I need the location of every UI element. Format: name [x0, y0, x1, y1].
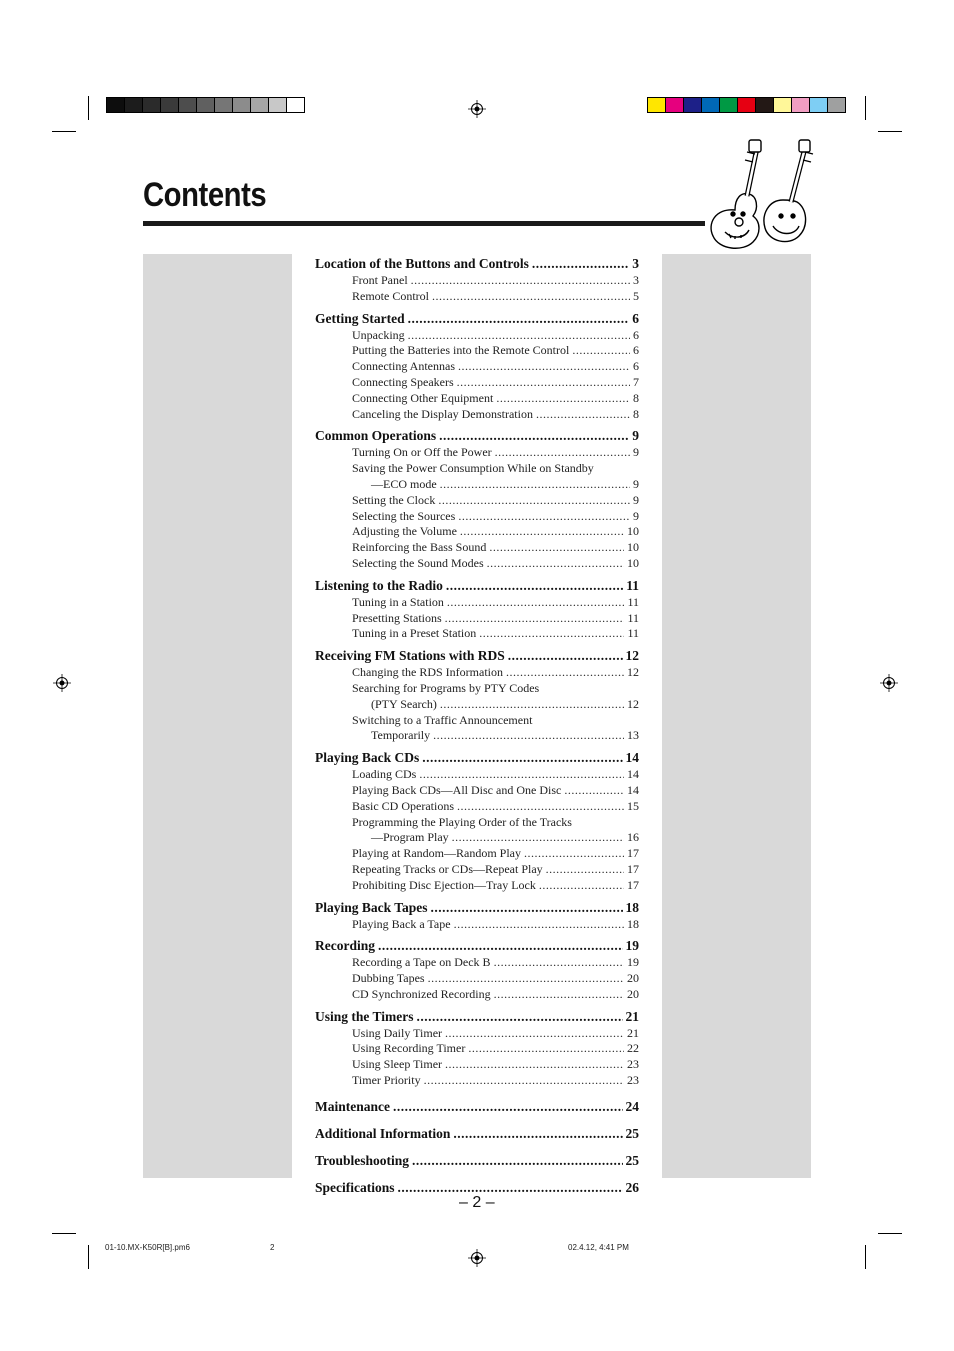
toc-leader-dots	[494, 987, 624, 1003]
toc-entry-label: Loading CDs	[352, 767, 417, 782]
page-title: Contents	[143, 176, 267, 214]
toc-leader-dots	[428, 971, 624, 987]
toc-entry[interactable]	[315, 862, 639, 878]
toc-entry-label: (PTY Search)	[371, 696, 437, 711]
toc-leader-dots	[458, 509, 630, 525]
toc-heading-page: 21	[625, 1008, 639, 1024]
toc-leader-dots	[495, 445, 630, 461]
toc-entry[interactable]	[315, 509, 639, 525]
toc-entry-page: 12	[627, 665, 639, 680]
toc-entry-label: Adjusting the Volume	[352, 524, 457, 539]
toc-leader-dots	[536, 407, 630, 423]
toc-leader-dots	[408, 310, 630, 328]
toc-entry[interactable]	[315, 556, 639, 572]
color-swatch	[827, 97, 846, 113]
toc-section-heading[interactable]	[315, 1008, 639, 1026]
toc-entry-page: 17	[627, 877, 639, 892]
toc-section-heading[interactable]	[315, 577, 639, 595]
toc-entry-label: Changing the RDS Information	[352, 665, 503, 680]
color-swatch	[647, 97, 666, 113]
toc-entry-label: CD Synchronized Recording	[352, 986, 491, 1001]
footer-sheet-number: 2	[270, 1243, 275, 1252]
crop-mark	[865, 96, 866, 120]
toc-leader-dots	[439, 427, 629, 445]
crop-mark	[52, 131, 76, 132]
toc-entry[interactable]	[315, 799, 639, 815]
toc-entry[interactable]	[315, 1073, 639, 1089]
toc-entry-page: 8	[633, 390, 639, 405]
toc-leader-dots	[446, 577, 623, 595]
toc-heading-page: 6	[632, 310, 639, 326]
toc-entry[interactable]	[315, 445, 639, 461]
toc-entry[interactable]	[315, 987, 639, 1003]
toc-leader-dots	[424, 1073, 624, 1089]
toc-entry-label: Basic CD Operations	[352, 798, 454, 813]
toc-leader-dots	[494, 955, 624, 971]
toc-leader-dots	[546, 862, 624, 878]
toc-leader-dots	[447, 595, 625, 611]
toc-entry-label: Saving the Power Consumption While on Standby	[352, 461, 594, 476]
toc-leader-dots	[417, 1008, 623, 1026]
toc-entry-label: Selecting the Sources	[352, 508, 456, 523]
color-swatch	[232, 97, 251, 113]
toc-section	[315, 310, 639, 425]
toc-leader-dots	[432, 289, 630, 305]
toc-leader-dots	[431, 899, 623, 917]
toc-leader-dots	[489, 540, 624, 556]
toc-section-heading[interactable]	[315, 899, 639, 917]
title-rule	[143, 221, 705, 226]
toc-entry-label: Dubbing Tapes	[352, 971, 425, 986]
toc-entry-label: Prohibiting Disc Ejection—Tray Lock	[352, 877, 536, 892]
toc-section	[315, 899, 639, 935]
toc-heading-page: 24	[625, 1098, 639, 1114]
toc-entry-label: Turning On or Off the Power	[352, 445, 492, 460]
footer-date: 02.4.12, 4:41 PM	[568, 1243, 629, 1252]
toc-entry[interactable]	[315, 830, 639, 846]
registration-mark-icon	[468, 100, 486, 118]
toc-entry-label: Playing Back CDs—All Disc and One Disc	[352, 782, 562, 797]
toc-entry-label: Setting the Clock	[352, 492, 436, 507]
toc-leader-dots	[460, 524, 624, 540]
toc-section-heading[interactable]	[315, 647, 639, 665]
toc-entry-page: 10	[627, 555, 639, 570]
toc-leader-dots	[508, 647, 623, 665]
toc-heading-page: 9	[632, 428, 639, 444]
toc-entry[interactable]	[315, 524, 639, 540]
toc-leader-dots	[564, 783, 624, 799]
toc-entry-label: Using Sleep Timer	[352, 1057, 443, 1072]
toc-heading-label: Common Operations	[315, 428, 437, 444]
color-swatch	[665, 97, 684, 113]
toc-entry[interactable]	[315, 878, 639, 894]
toc-entry-page: 9	[633, 445, 639, 460]
toc-entry-page: 18	[627, 916, 639, 931]
toc-leader-dots	[452, 830, 624, 846]
toc-entry-page: 8	[633, 406, 639, 421]
color-swatch	[124, 97, 143, 113]
left-margin-panel	[143, 254, 292, 1178]
color-swatch	[683, 97, 702, 113]
toc-section	[315, 937, 639, 1004]
toc-leader-dots	[457, 375, 630, 391]
toc-entry-label: Canceling the Display Demonstration	[352, 406, 533, 421]
color-swatch	[755, 97, 774, 113]
toc-leader-dots	[440, 477, 630, 493]
toc-leader-dots	[445, 1057, 624, 1073]
color-swatch	[286, 97, 305, 113]
toc-entry-label: Searching for Programs by PTY Codes	[352, 680, 540, 695]
toc-entry[interactable]	[315, 783, 639, 799]
registration-mark-icon	[53, 674, 71, 692]
toc-entry-page: 11	[627, 594, 639, 609]
color-swatch	[178, 97, 197, 113]
toc-section	[315, 1098, 639, 1118]
toc-entry[interactable]	[315, 595, 639, 611]
toc-entry-label: Using Daily Timer	[352, 1025, 443, 1040]
toc-entry-page: 7	[633, 374, 639, 389]
toc-entry-page: 6	[633, 327, 639, 342]
toc-entry-page: 14	[627, 767, 639, 782]
toc-entry-label: Programming the Playing Order of the Tracks	[352, 814, 572, 829]
toc-leader-dots	[445, 1026, 624, 1042]
color-swatch	[701, 97, 720, 113]
toc-heading-label: Specifications	[315, 1179, 395, 1195]
page-number: – 2 –	[459, 1194, 495, 1211]
color-swatch	[142, 97, 161, 113]
toc-heading-page: 25	[625, 1125, 639, 1141]
toc-entry-label: Temporarily	[371, 728, 431, 743]
toc-entry-page: 9	[633, 508, 639, 523]
crop-mark	[865, 1245, 866, 1269]
toc-section-heading[interactable]	[315, 1125, 639, 1143]
toc-leader-dots	[539, 878, 624, 894]
toc-entry-page: 20	[627, 986, 639, 1001]
crop-mark	[878, 131, 902, 132]
toc-entry-label: Playing Back a Tape	[352, 916, 451, 931]
toc-entry[interactable]	[315, 1057, 639, 1073]
toc-entry-label: Connecting Other Equipment	[352, 390, 494, 405]
toc-leader-dots	[408, 328, 630, 344]
toc-entry-page: 9	[633, 476, 639, 491]
toc-entry-label: Switching to a Traffic Announcement	[352, 712, 533, 727]
toc-entry-page: 17	[627, 861, 639, 876]
toc-entry-label: Using Recording Timer	[352, 1041, 466, 1056]
toc-leader-dots	[457, 799, 624, 815]
toc-section	[315, 1008, 639, 1091]
toc-entry[interactable]	[315, 461, 639, 477]
toc-leader-dots	[468, 1041, 624, 1057]
crop-mark	[52, 1233, 76, 1234]
color-swatch	[250, 97, 269, 113]
toc-entry-page: 12	[627, 696, 639, 711]
toc-entry-label: Reinforcing the Bass Sound	[352, 540, 487, 555]
table-of-contents	[315, 252, 639, 1199]
toc-entry[interactable]	[315, 328, 639, 344]
toc-heading-label: Location of the Buttons and Controls	[315, 256, 529, 271]
toc-entry-label: Unpacking	[352, 327, 405, 342]
toc-heading-page: 19	[625, 938, 639, 954]
toc-leader-dots	[398, 1179, 623, 1197]
toc-entry[interactable]	[315, 846, 639, 862]
toc-leader-dots	[479, 626, 624, 642]
toc-leader-dots	[411, 273, 630, 289]
toc-entry-label: Recording a Tape on Deck B	[352, 955, 491, 970]
registration-mark-icon	[880, 674, 898, 692]
toc-entry-label: Tuning in a Preset Station	[352, 626, 477, 641]
toc-entry[interactable]	[315, 1026, 639, 1042]
toc-entry-label: Playing at Random—Random Play	[352, 846, 521, 861]
toc-entry[interactable]	[315, 289, 639, 305]
toc-section	[315, 255, 639, 307]
toc-entry[interactable]	[315, 681, 639, 697]
toc-heading-label: Listening to the Radio	[315, 577, 443, 593]
toc-leader-dots	[433, 728, 624, 744]
toc-heading-label: Playing Back CDs	[315, 750, 420, 766]
toc-heading-page: 3	[632, 256, 639, 271]
toc-section	[315, 1125, 639, 1145]
toc-entry[interactable]	[315, 713, 639, 729]
toc-heading-page: 18	[625, 899, 639, 915]
toc-entry-page: 11	[627, 610, 639, 625]
toc-entry[interactable]	[315, 971, 639, 987]
toc-leader-dots	[440, 697, 624, 713]
toc-section-heading[interactable]	[315, 255, 639, 273]
toc-entry[interactable]	[315, 697, 639, 713]
toc-entry-page: 20	[627, 971, 639, 986]
toc-entry-page: 22	[627, 1041, 639, 1056]
toc-entry-page: 10	[627, 524, 639, 539]
toc-entry-page: 11	[627, 626, 639, 641]
toc-entry-label: Connecting Speakers	[352, 374, 454, 389]
toc-leader-dots	[572, 343, 630, 359]
toc-entry[interactable]	[315, 273, 639, 289]
toc-heading-label: Troubleshooting	[315, 1152, 410, 1168]
toc-leader-dots	[393, 1098, 623, 1116]
toc-leader-dots	[454, 917, 624, 933]
toc-leader-dots	[524, 846, 624, 862]
toc-entry-page: 23	[627, 1073, 639, 1088]
toc-heading-page: 25	[625, 1152, 639, 1168]
color-swatch	[737, 97, 756, 113]
toc-entry[interactable]	[315, 815, 639, 831]
color-swatch	[719, 97, 738, 113]
toc-leader-dots	[487, 556, 624, 572]
toc-entry[interactable]	[315, 391, 639, 407]
toc-entry-label: Front Panel	[352, 273, 408, 287]
color-swatch	[791, 97, 810, 113]
toc-entry-label: Timer Priority	[352, 1073, 421, 1088]
toc-entry-page: 16	[627, 830, 639, 845]
toc-entry-page: 5	[633, 288, 639, 303]
toc-entry-page: 14	[627, 782, 639, 797]
toc-entry[interactable]	[315, 477, 639, 493]
color-swatch	[160, 97, 179, 113]
toc-section-heading[interactable]	[315, 427, 639, 445]
toc-heading-label: Getting Started	[315, 310, 405, 326]
toc-leader-dots	[496, 391, 630, 407]
toc-entry-label: Tuning in a Station	[352, 594, 444, 609]
toc-leader-dots	[422, 749, 622, 767]
toc-leader-dots	[378, 937, 623, 955]
toc-entry-page: 9	[633, 492, 639, 507]
toc-entry-page: 3	[633, 273, 639, 287]
toc-entry[interactable]	[315, 343, 639, 359]
toc-entry-label: Repeating Tracks or CDs—Repeat Play	[352, 861, 543, 876]
toc-leader-dots	[438, 493, 630, 509]
toc-leader-dots	[419, 767, 624, 783]
toc-leader-dots	[506, 665, 624, 681]
toc-heading-label: Additional Information	[315, 1125, 451, 1141]
toc-entry-page: 10	[627, 540, 639, 555]
toc-section	[315, 647, 639, 746]
toc-entry-page: 6	[633, 343, 639, 358]
toc-entry[interactable]	[315, 493, 639, 509]
toc-entry[interactable]	[315, 955, 639, 971]
toc-heading-page: 14	[625, 750, 639, 766]
color-swatch	[268, 97, 287, 113]
color-swatch	[773, 97, 792, 113]
toc-heading-label: Using the Timers	[315, 1008, 414, 1024]
toc-entry[interactable]	[315, 375, 639, 391]
toc-entry[interactable]	[315, 1041, 639, 1057]
registration-mark-icon	[468, 1249, 486, 1267]
toc-entry[interactable]	[315, 540, 639, 556]
toc-entry[interactable]	[315, 767, 639, 783]
color-swatch	[196, 97, 215, 113]
toc-entry-page: 23	[627, 1057, 639, 1072]
toc-heading-page: 12	[625, 648, 639, 664]
toc-entry-label: Selecting the Sound Modes	[352, 555, 484, 570]
toc-section	[315, 427, 639, 573]
footer-file-name: 01-10.MX-K50R[B].pm6	[105, 1243, 190, 1252]
toc-entry[interactable]	[315, 917, 639, 933]
toc-entry-page: 19	[627, 955, 639, 970]
crop-mark	[878, 1233, 902, 1234]
toc-entry-label: Connecting Antennas	[352, 359, 455, 374]
toc-entry[interactable]	[315, 626, 639, 642]
toc-section-heading[interactable]	[315, 1098, 639, 1116]
toc-leader-dots	[532, 255, 629, 273]
toc-entry-page: 17	[627, 846, 639, 861]
toc-entry[interactable]	[315, 407, 639, 423]
toc-section-heading[interactable]	[315, 937, 639, 955]
toc-entry-label: Presetting Stations	[352, 610, 442, 625]
toc-section-heading[interactable]	[315, 749, 639, 767]
toc-heading-label: Receiving FM Stations with RDS	[315, 648, 505, 664]
toc-entry-page: 21	[627, 1025, 639, 1040]
guitar-mascots-icon	[705, 138, 817, 254]
toc-leader-dots	[445, 611, 625, 627]
toc-section-heading[interactable]	[315, 310, 639, 328]
color-swatch	[809, 97, 828, 113]
toc-section	[315, 577, 639, 644]
toc-heading-label: Maintenance	[315, 1098, 390, 1114]
toc-entry[interactable]	[315, 728, 639, 744]
crop-mark	[88, 96, 89, 120]
toc-entry[interactable]	[315, 611, 639, 627]
toc-entry[interactable]	[315, 665, 639, 681]
color-swatch	[106, 97, 125, 113]
toc-leader-dots	[453, 1125, 622, 1143]
toc-entry-page: 6	[633, 359, 639, 374]
toc-entry-page: 13	[627, 728, 639, 743]
toc-entry[interactable]	[315, 359, 639, 375]
toc-heading-label: Playing Back Tapes	[315, 899, 428, 915]
toc-heading-label: Recording	[315, 938, 375, 954]
toc-section-heading[interactable]	[315, 1152, 639, 1170]
toc-entry-label: —ECO mode	[371, 476, 437, 491]
crop-mark	[88, 1245, 89, 1269]
toc-entry-label: —Program Play	[371, 830, 449, 845]
toc-heading-page: 11	[626, 577, 639, 593]
toc-entry-page: 15	[627, 798, 639, 813]
right-margin-panel	[662, 254, 811, 1178]
toc-leader-dots	[412, 1152, 622, 1170]
toc-entry-label: Putting the Batteries into the Remote Control	[352, 343, 570, 358]
toc-section	[315, 1152, 639, 1172]
toc-leader-dots	[458, 359, 630, 375]
color-swatch	[214, 97, 233, 113]
toc-entry-label: Remote Control	[352, 288, 429, 303]
toc-section	[315, 749, 639, 895]
toc-heading-page: 26	[625, 1179, 639, 1195]
